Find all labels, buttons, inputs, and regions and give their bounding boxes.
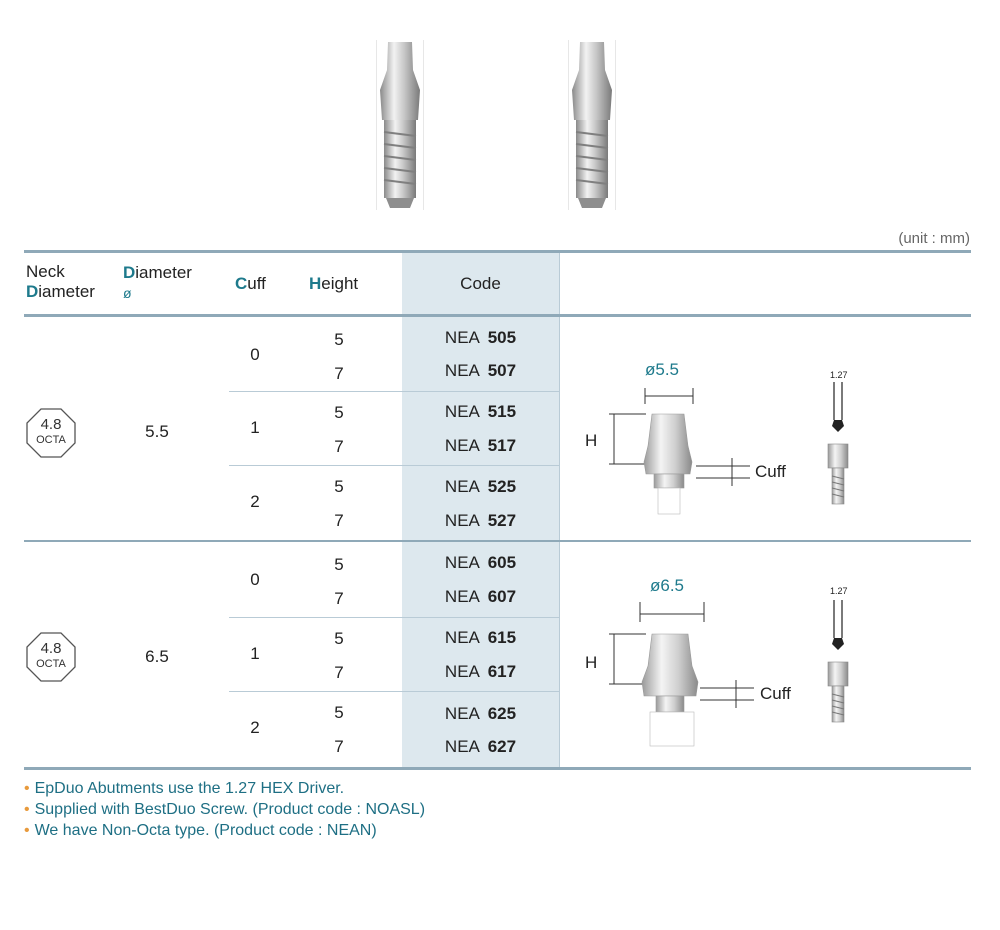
product-code: NEA 615 <box>444 628 517 647</box>
cuff-dimension-label: Cuff <box>760 684 791 703</box>
height-value: 5 <box>334 330 344 349</box>
notes-list <box>24 778 425 841</box>
height-value: 7 <box>334 437 344 456</box>
octa-number: 4.8 <box>40 416 62 433</box>
height-value: 5 <box>334 703 344 722</box>
abutment-implant-image-right <box>568 40 616 210</box>
product-code: NEA 607 <box>444 587 517 606</box>
product-code: NEA 527 <box>444 511 517 530</box>
hex-driver-and-screw-icon <box>824 380 854 510</box>
abutment-implant-image-left <box>376 40 424 210</box>
height-value: 7 <box>334 737 344 756</box>
height-value: 5 <box>334 477 344 496</box>
abutment-dimension-diagram <box>584 600 764 750</box>
note-item: • Supplied with BestDuo Screw. (Product code : NOASL) <box>24 801 426 818</box>
note-item: • We have Non-Octa type. (Product code : NEAN) <box>24 822 377 839</box>
height-value: 7 <box>334 589 344 608</box>
header-diameter: Diameter ø <box>123 263 192 301</box>
product-table <box>24 250 971 770</box>
cuff-value: 1 <box>250 644 260 663</box>
driver-size-label: 1.27 <box>830 586 848 596</box>
product-code: NEA 625 <box>444 704 517 723</box>
height-dimension-label: H <box>585 653 598 672</box>
unit-note: (unit : mm) <box>898 230 970 247</box>
height-value: 7 <box>334 364 344 383</box>
note-item: • EpDuo Abutments use the 1.27 HEX Driver. <box>24 780 345 797</box>
product-code: NEA 525 <box>444 477 517 496</box>
header-neck-diameter: Neck Diameter <box>26 262 95 301</box>
octa-label: OCTA <box>36 434 66 446</box>
header-bottom-rule <box>24 314 971 317</box>
product-code: NEA 517 <box>444 436 517 455</box>
product-code: NEA 605 <box>444 553 517 572</box>
cuff-value: 0 <box>250 345 260 364</box>
octa-number: 4.8 <box>40 640 62 657</box>
product-code: NEA 515 <box>444 402 517 421</box>
diameter-dimension-label: ø6.5 <box>650 576 685 595</box>
height-value: 5 <box>334 629 344 648</box>
product-code: NEA 627 <box>444 737 517 756</box>
height-value: 7 <box>334 663 344 682</box>
height-value: 5 <box>334 403 344 422</box>
cuff-value: 1 <box>250 418 260 437</box>
height-value: 5 <box>334 555 344 574</box>
height-value: 7 <box>334 511 344 530</box>
abutment-dimension-diagram <box>584 380 764 520</box>
header-cuff: Cuff <box>235 274 266 293</box>
diameter-dimension-label: ø5.5 <box>645 360 680 379</box>
octa-label: OCTA <box>36 658 66 670</box>
table-top-rule <box>24 250 971 253</box>
diameter-value: 6.5 <box>145 647 169 666</box>
diameter-value: 5.5 <box>145 422 169 441</box>
header-height: Height <box>309 274 359 293</box>
product-code: NEA 505 <box>444 328 517 347</box>
cuff-value: 2 <box>250 492 260 511</box>
product-code: NEA 507 <box>444 361 517 380</box>
hex-driver-and-screw-icon <box>824 598 854 728</box>
group-divider-rule <box>24 540 971 542</box>
height-dimension-label: H <box>585 431 598 450</box>
driver-size-label: 1.27 <box>830 370 848 380</box>
cuff-dimension-label: Cuff <box>755 462 786 481</box>
cuff-value: 0 <box>250 570 260 589</box>
table-bottom-rule <box>24 767 971 770</box>
product-code: NEA 617 <box>444 662 517 681</box>
header-code: Code <box>460 274 501 293</box>
cuff-value: 2 <box>250 718 260 737</box>
